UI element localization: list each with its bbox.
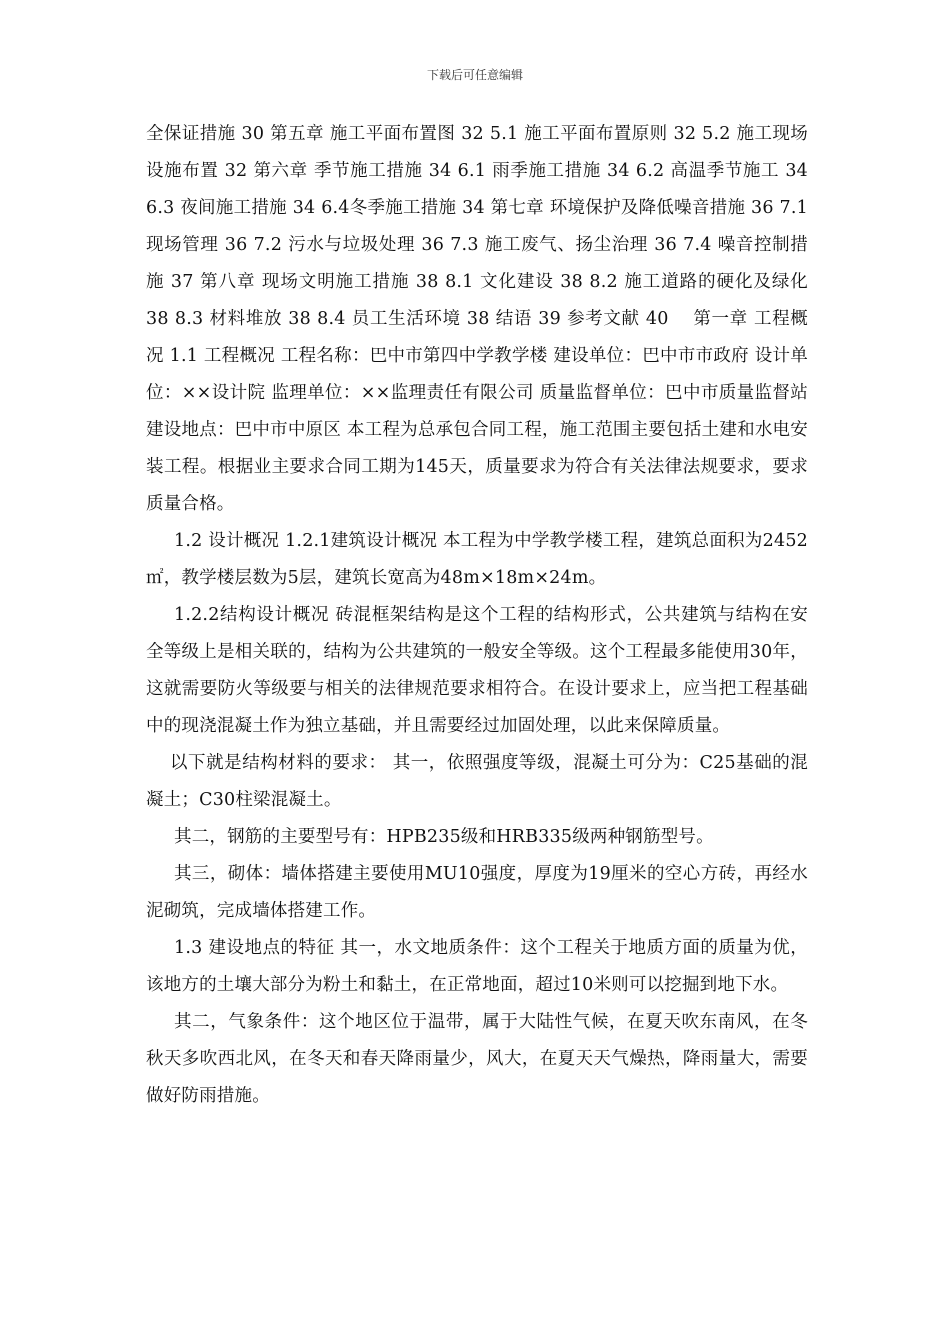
paragraph-toc-and-overview: 全保证措施 30 第五章 施工平面布置图 32 5.1 施工平面布置原则 32 5.2 施工现场设施布置 32 第六章 季节施工措施 34 6.1 雨季施工措施 34 6.2 高温季节施工 34 6.3 夜间施工措施 34 6.4冬季施工措施 34 第七章 环境保护及降低噪音措施 36 7.1 现场管理 36 7.2 污水与垃圾处理 36 7.3 施工废气、扬尘治理 36 7.4 噪音控制措施 37 第八章 现场文明施工措施 38 8.1 文化建设 38 8.2 施工道路的硬化及绿化 38 8.3 材料堆放 38 8.4 员工生活环境 38 结语 39 参考文献 40 第一章 工程概况 1.1 工程概况 工程名称：巴中市第四中学教学楼 建设单位：巴中市市政府 设计单位：××设计院 监理单位：××监理责任有限公司 质量监督单位：巴中市质量监督站 建设地点：巴中市中原区 本工程为总承包合同工程，施工范围主要包括土建和水电安装工程。根据业主要求合同工期为145天，质量要求为符合有关法律法规要求，要求质量合格。 [146, 124, 808, 514]
paragraph-design-overview: 1.2 设计概况 1.2.1建筑设计概况 本工程为中学教学楼工程，建筑总面积为2452㎡，教学楼层数为5层，建筑长宽高为48m×18m×24m。 [146, 531, 808, 588]
paragraph-site-features: 1.3 建设地点的特征 其一，水文地质条件：这个工程关于地质方面的质量为优，该地方的土壤大部分为粉土和黏土，在正常地面，超过10米则可以挖掘到地下水。 [146, 938, 808, 995]
document-body [146, 116, 808, 1115]
paragraph-masonry: 其三，砌体：墙体搭建主要使用MU10强度，厚度为19厘米的空心方砖，再经水泥砌筑，完成墙体搭建工作。 [146, 864, 808, 921]
page-header: 下载后可任意编辑 [426, 68, 523, 82]
paragraph-rebar: 其二，钢筋的主要型号有：HPB235级和HRB335级两种钢筋型号。 [174, 827, 714, 847]
paragraph-material-requirements: 以下就是结构材料的要求： 其一，依照强度等级，混凝土可分为：C25基础的混凝土；C30柱梁混凝土。 [146, 753, 808, 810]
paragraph-structure-design: 1.2.2结构设计概况 砖混框架结构是这个工程的结构形式，公共建筑与结构在安全等级上是相关联的，结构为公共建筑的一般安全等级。这个工程最多能使用30年，这就需要防火等级要与相关的法律规范要求相符合。在设计要求上，应当把工程基础中的现浇混凝土作为独立基础，并且需要经过加固处理，以此来保障质量。 [146, 605, 808, 736]
paragraph-weather: 其二，气象条件：这个地区位于温带，属于大陆性气候，在夏天吹东南风，在冬秋天多吹西北风，在冬天和春天降雨量少，风大，在夏天天气燥热，降雨量大，需要做好防雨措施。 [146, 1012, 808, 1106]
